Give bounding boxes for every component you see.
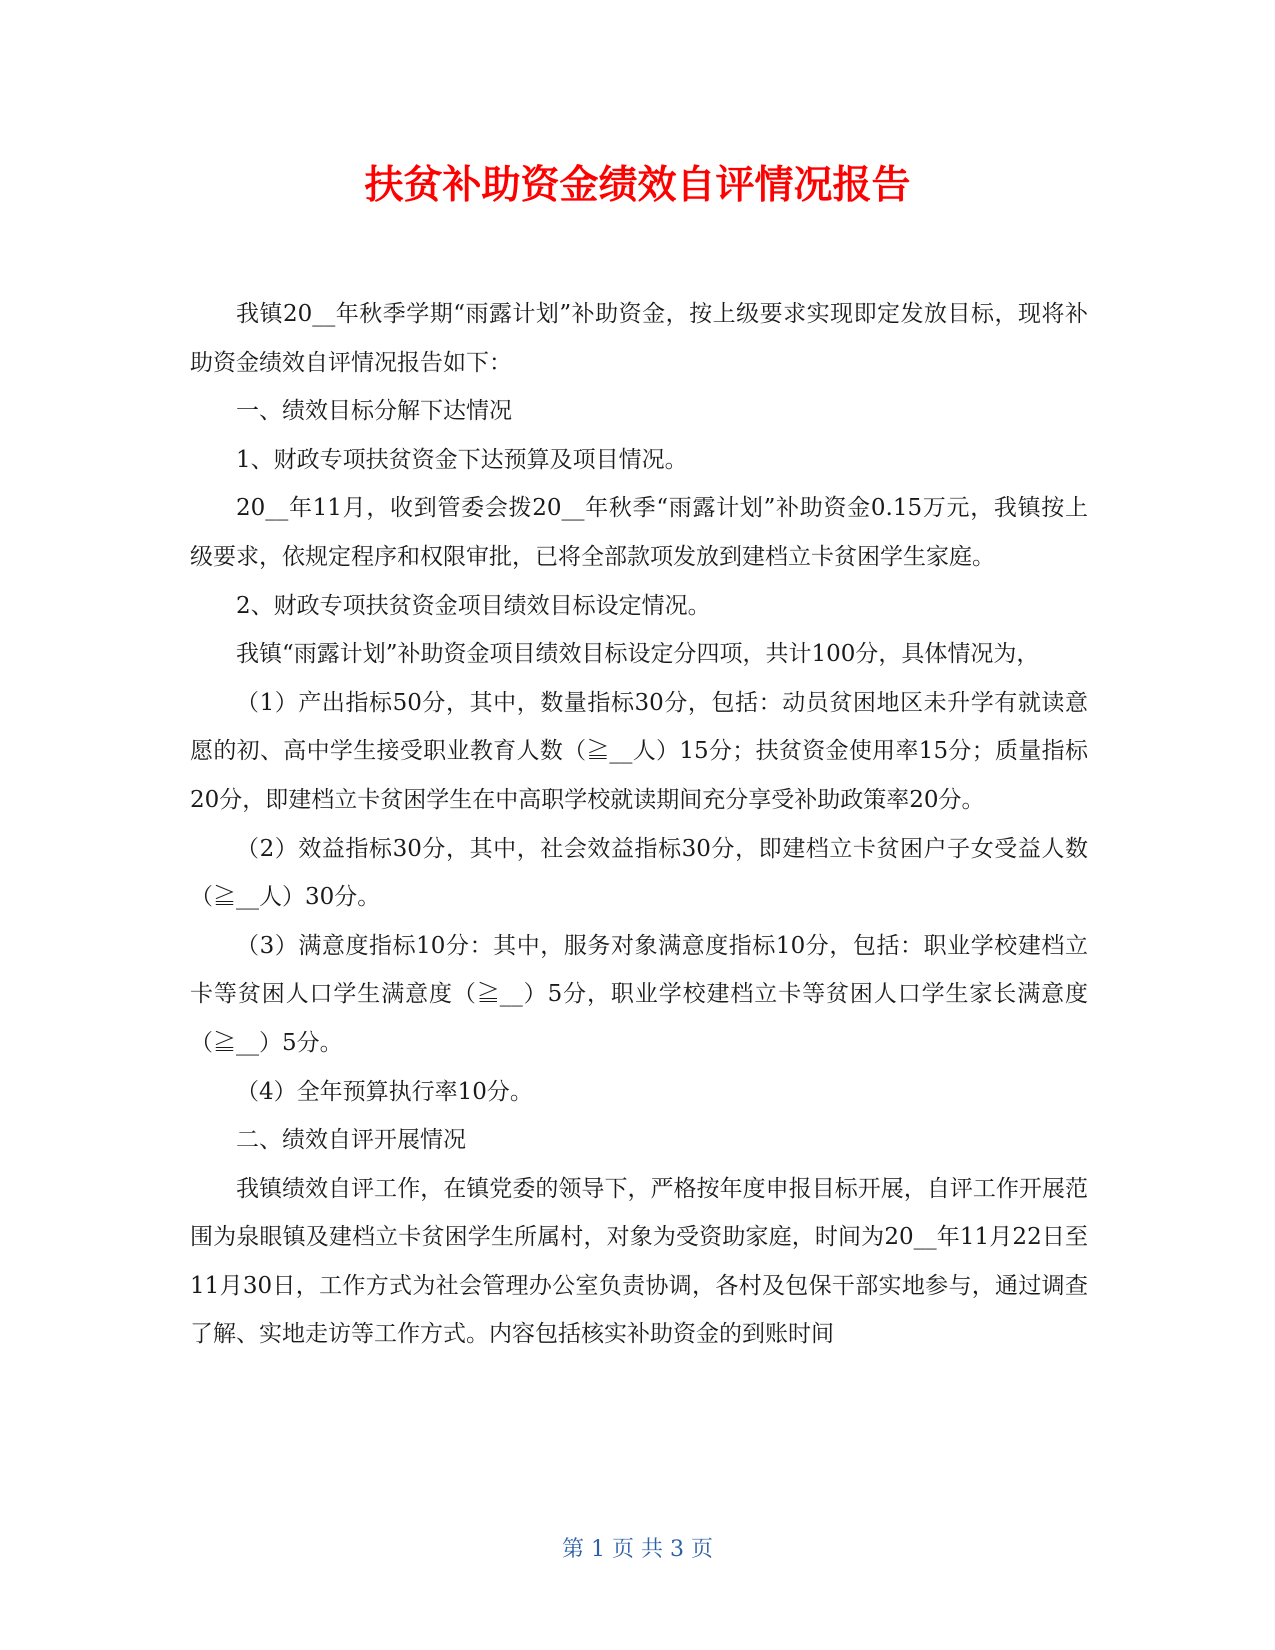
paragraph-funding: 20__年11月，收到管委会拨20__年秋季“雨露计划”补助资金0.15万元，我镇按上级要求，依规定程序和权限审批，已将全部款项发放到建档立卡贫困学生家庭。 [190,495,1088,570]
subheading-1-2: 2、财政专项扶贫资金项目绩效目标设定情况。 [236,592,711,619]
document-title: 扶贫补助资金绩效自评情况报告 [364,163,911,208]
page-number-footer: 第 1 页 共 3 页 [562,1537,713,1562]
paragraph-intro: 我镇20__年秋季学期“雨露计划”补助资金，按上级要求实现即定发放目标，现将补助资金绩效自评情况报告如下： [190,301,1088,376]
section-heading-1: 一、绩效目标分解下达情况 [236,398,512,425]
paragraph-self-evaluation: 我镇绩效自评工作，在镇党委的领导下，严格按年度申报目标开展，自评工作开展范围为泉眼镇及建档立卡贫困学生所属村，对象为受资助家庭，时间为20__年11月22日至11月30日，工作方式为社会管理办公室负责协调，各村及包保干部实地参与，通过调查了解、实地走访等工作方式。内容包括核实补助资金的到账时间 [190,1175,1088,1348]
document-body [190,290,1088,1359]
paragraph-budget-rate: （4）全年预算执行率10分。 [236,1078,533,1105]
paragraph-targets: 我镇“雨露计划”补助资金项目绩效目标设定分四项，共计100分，具体情况为， [236,641,1040,668]
paragraph-satisfaction-indicator: （3）满意度指标10分：其中，服务对象满意度指标10分，包括：职业学校建档立卡等贫困人口学生满意度（≧__）5分，职业学校建档立卡等贫困人口学生家长满意度（≧__）5分。 [190,932,1088,1056]
subheading-1-1: 1、财政专项扶贫资金下达预算及项目情况。 [236,446,688,473]
section-heading-2: 二、绩效自评开展情况 [236,1127,466,1154]
paragraph-output-indicator: （1）产出指标50分，其中，数量指标30分，包括：动员贫困地区未升学有就读意愿的初、高中学生接受职业教育人数（≧__人）15分；扶贫资金使用率15分；质量指标20分，即建档立卡贫困学生在中高职学校就读期间充分享受补助政策率20分。 [190,689,1088,813]
paragraph-benefit-indicator: （2）效益指标30分，其中，社会效益指标30分，即建档立卡贫困户子女受益人数（≧__人）30分。 [190,835,1088,911]
